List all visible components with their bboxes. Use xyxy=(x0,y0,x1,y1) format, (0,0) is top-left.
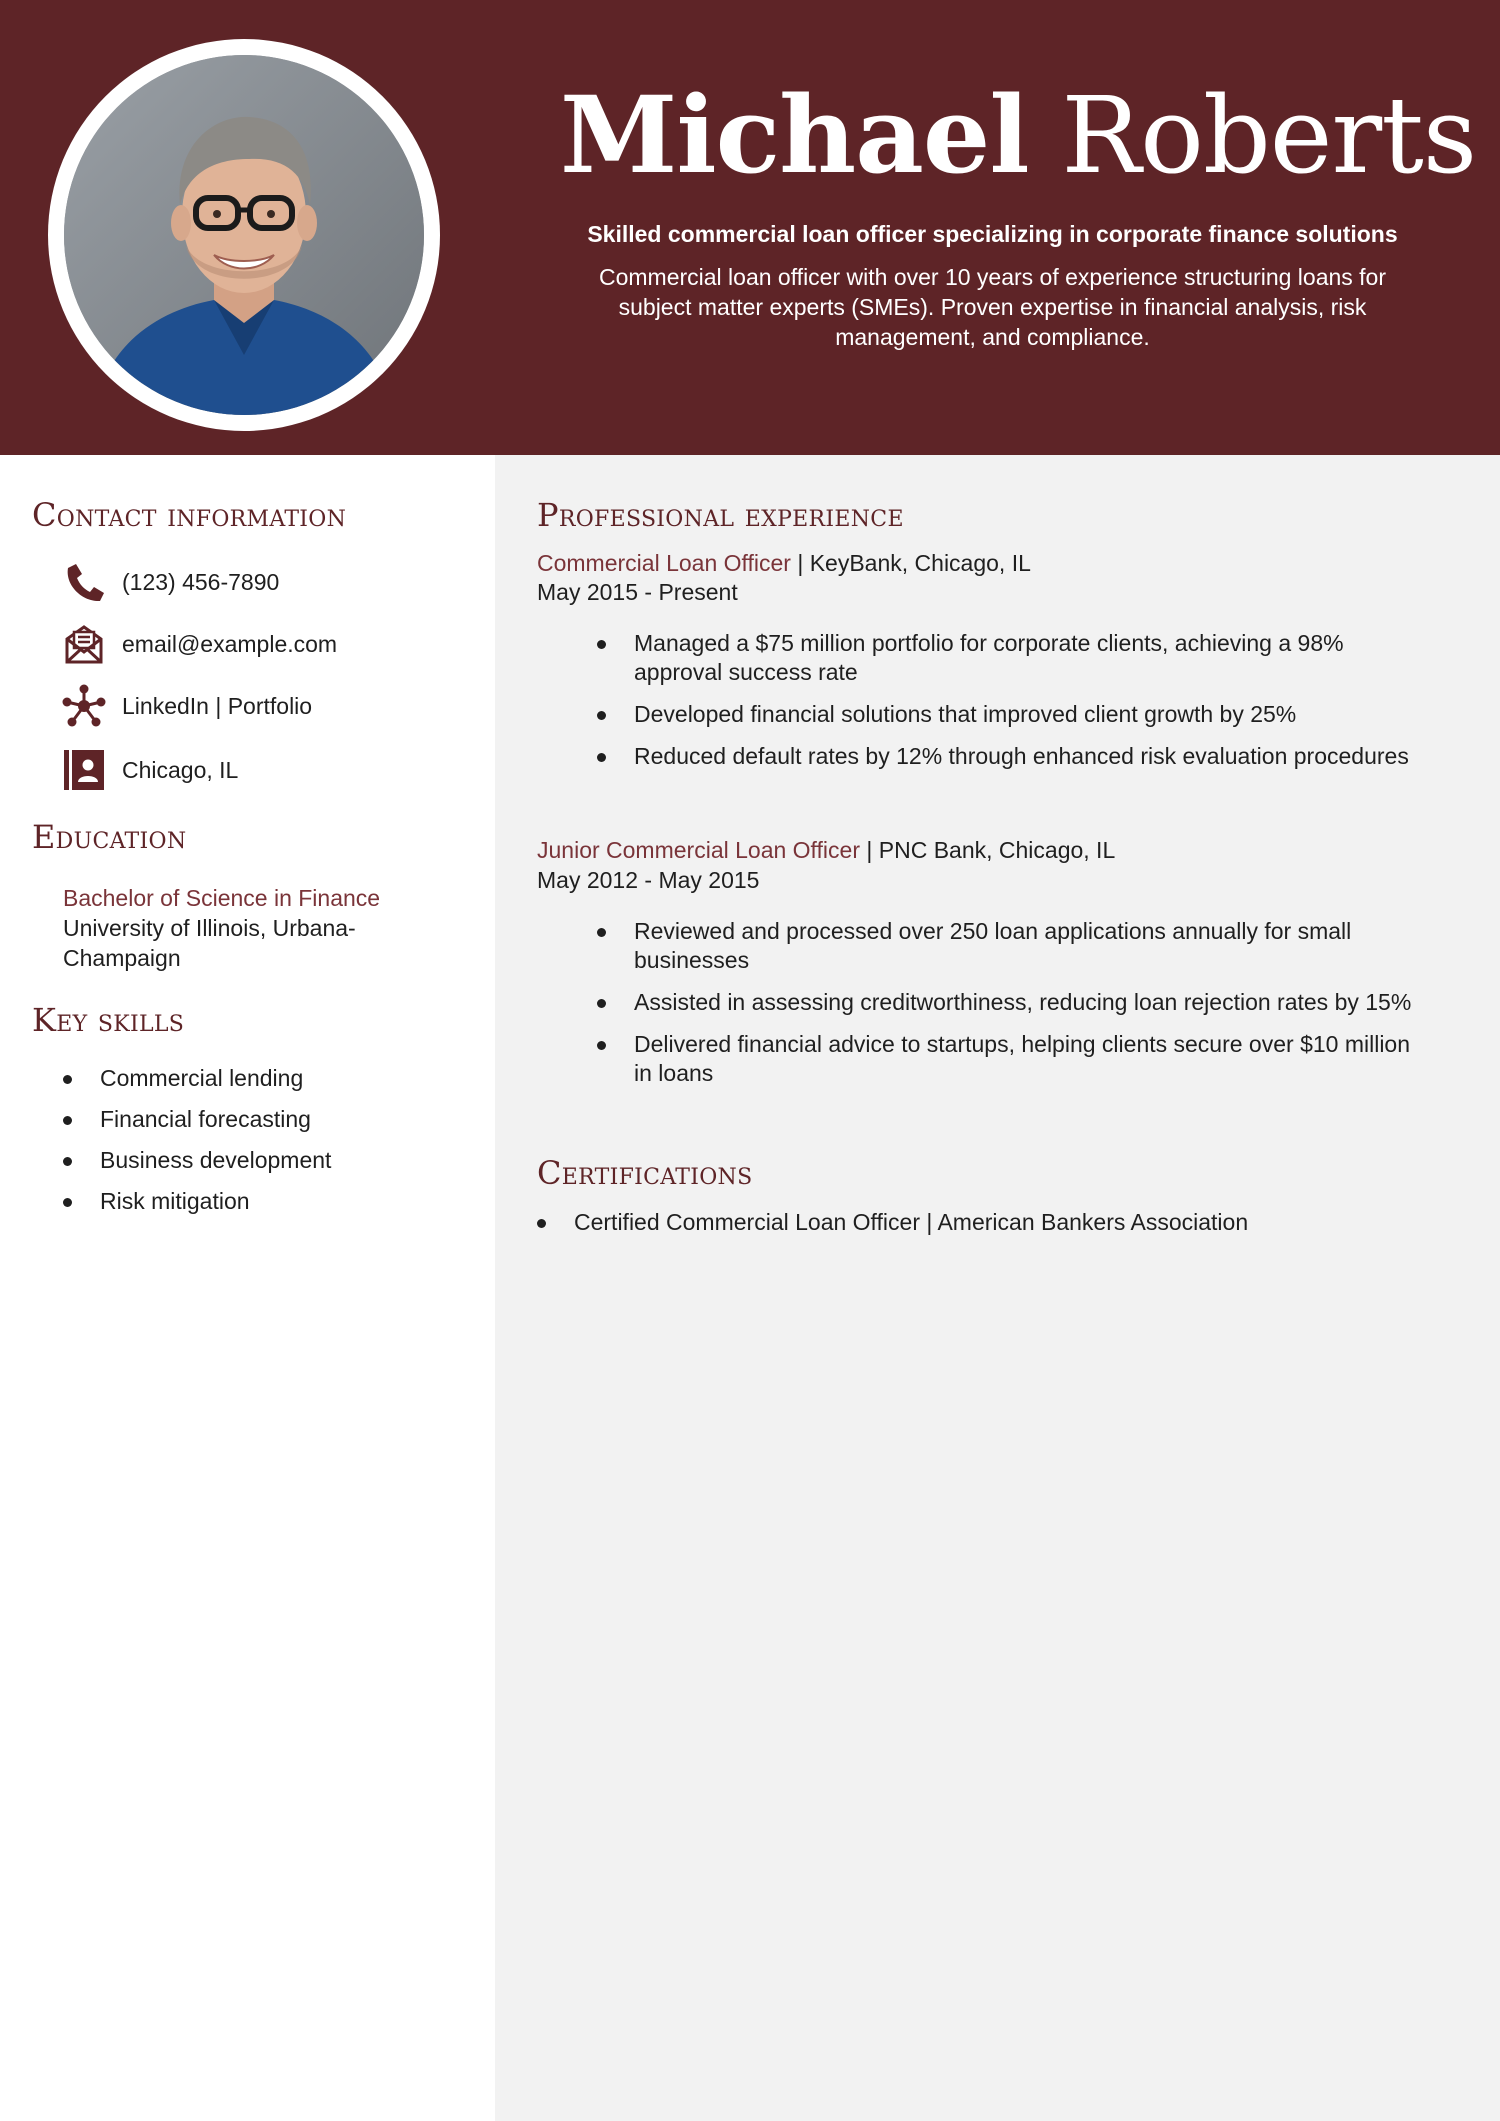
list-item: Risk mitigation xyxy=(63,1187,463,1216)
first-name: Michael xyxy=(560,72,1029,197)
job-1-bullets xyxy=(597,629,1427,784)
job-1-company: | KeyBank, Chicago, IL xyxy=(790,550,1031,576)
location-text: Chicago, IL xyxy=(122,757,239,783)
list-item: Business development xyxy=(63,1146,463,1175)
phone-icon xyxy=(62,560,106,604)
address-book-icon xyxy=(62,748,106,792)
profile-photo-frame xyxy=(48,39,440,431)
job-2-company: | PNC Bank, Chicago, IL xyxy=(859,837,1116,863)
list-item: Delivered financial advice to startups, helping clients secure over $10 million in loans xyxy=(597,1030,1427,1088)
email-text: email@example.com xyxy=(122,631,338,657)
skills-list xyxy=(63,1064,463,1228)
links-text: LinkedIn | Portfolio xyxy=(122,693,313,719)
portrait-illustration xyxy=(64,55,424,415)
job-1-header xyxy=(537,548,1437,578)
full-name xyxy=(560,70,1477,201)
certifications-section-title: Certifications xyxy=(537,1154,753,1192)
job-1-role: Commercial Loan Officer xyxy=(537,550,791,576)
list-item: Reviewed and processed over 250 loan applications annually for small businesses xyxy=(597,917,1427,975)
list-item: Certified Commercial Loan Officer | American Bankers Association xyxy=(537,1208,1437,1237)
list-item: Reduced default rates by 12% through enhanced risk evaluation procedures xyxy=(597,742,1427,771)
header-banner xyxy=(0,0,1500,455)
degree: Bachelor of Science in Finance xyxy=(63,885,381,911)
contact-phone xyxy=(62,560,462,604)
tagline: Skilled commercial loan officer specializing in corporate finance solutions xyxy=(587,221,1398,247)
contact-links xyxy=(62,684,462,728)
education-entry xyxy=(63,883,443,973)
phone-text: (123) 456-7890 xyxy=(122,569,280,595)
profile-photo xyxy=(64,55,424,415)
email-icon xyxy=(62,622,106,666)
job-1-dates: May 2015 - Present xyxy=(537,579,738,605)
experience-section-title: Professional experience xyxy=(537,496,904,534)
list-item: Financial forecasting xyxy=(63,1105,463,1134)
list-item: Assisted in assessing creditworthiness, reducing loan rejection rates by 15% xyxy=(597,988,1427,1017)
job-2-dates: May 2012 - May 2015 xyxy=(537,867,760,893)
network-icon xyxy=(62,684,106,728)
skills-section-title: Key skills xyxy=(32,1001,185,1039)
education-section-title: Education xyxy=(32,818,187,856)
school-line-1: University of Illinois, Urbana- xyxy=(63,915,356,941)
list-item: Managed a $75 million portfolio for corporate clients, achieving a 98% approval success rate xyxy=(597,629,1427,687)
last-name: Roberts xyxy=(1061,74,1477,197)
contact-section-title: Contact information xyxy=(32,496,347,534)
certifications-list xyxy=(537,1208,1437,1237)
job-2-header xyxy=(537,835,1437,865)
contact-location xyxy=(62,748,462,792)
summary: Commercial loan officer with over 10 years of experience structuring loans for subject matter experts (SMEs). Proven expertise in financial analysis, risk management, and compliance. xyxy=(598,264,1387,350)
contact-email xyxy=(62,622,462,666)
list-item: Developed financial solutions that improved client growth by 25% xyxy=(597,700,1427,729)
school-line-2: Champaign xyxy=(63,945,181,971)
job-2-bullets xyxy=(597,917,1427,1101)
job-2-role: Junior Commercial Loan Officer xyxy=(537,837,860,863)
list-item: Commercial lending xyxy=(63,1064,463,1093)
